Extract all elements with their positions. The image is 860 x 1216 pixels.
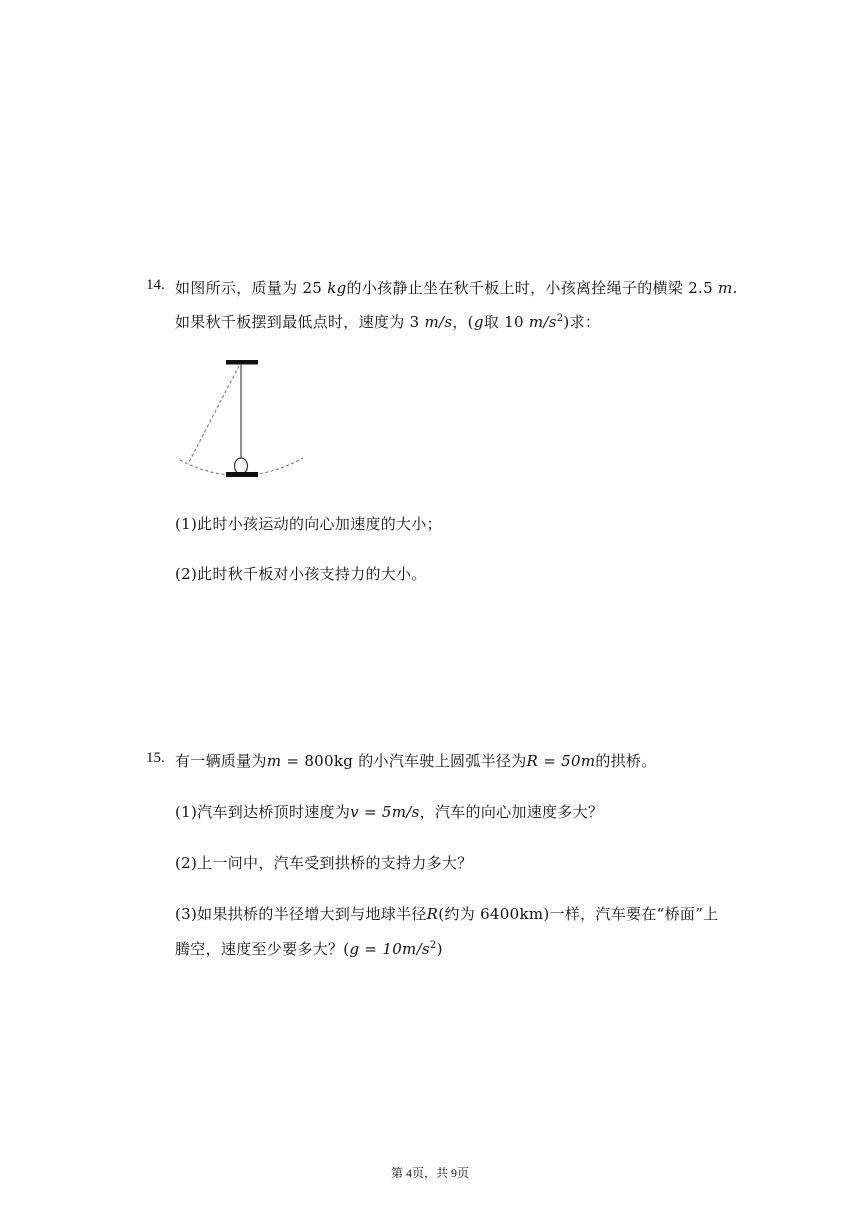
question-15-stem bbox=[175, 750, 657, 771]
math-g: g = 10m/s bbox=[349, 940, 430, 958]
question-15-part-3-line-1 bbox=[175, 903, 718, 924]
superscript: 2 bbox=[429, 940, 437, 951]
swing-diagram bbox=[175, 356, 310, 486]
text-fragment: (约为 6400km)一样，汽车要在“桥面”上 bbox=[438, 905, 719, 923]
question-14-stem-line-2 bbox=[175, 311, 600, 332]
text-fragment: )求： bbox=[563, 313, 601, 331]
math-R: R bbox=[426, 905, 439, 923]
question-14-part-1: (1)此时小孩运动的向心加速度的大小； bbox=[175, 515, 442, 533]
unit-kg: kg bbox=[327, 279, 347, 297]
text-fragment: (3)如果拱桥的半径增大到与地球半径 bbox=[175, 905, 427, 923]
question-15-part-1 bbox=[175, 801, 603, 822]
unit-mps2: m/s bbox=[528, 313, 557, 331]
text-fragment: ，( bbox=[452, 313, 474, 331]
superscript: 2 bbox=[556, 313, 564, 324]
question-15-number: 15. bbox=[146, 750, 165, 766]
unit-mps: m/s bbox=[424, 313, 453, 331]
text-fragment: 取 10 bbox=[483, 313, 529, 331]
text-fragment: 800kg 的小汽车驶上圆弧半径为 bbox=[304, 752, 527, 770]
text-fragment: 有一辆质量为 bbox=[175, 752, 267, 770]
text-fragment: 如图所示，质量为 25 bbox=[175, 279, 328, 297]
text-fragment: 腾空，速度至少要多大？( bbox=[175, 940, 350, 958]
math-v: v = 5m/s bbox=[350, 803, 420, 821]
seat-board bbox=[226, 472, 258, 477]
text-fragment: ，汽车的向心加速度多大？ bbox=[419, 803, 604, 821]
text-fragment: . bbox=[732, 279, 738, 297]
unit-m: m bbox=[718, 279, 733, 297]
math-m: m = bbox=[266, 752, 305, 770]
question-15-part-2: (2)上一问中，汽车受到拱桥的支持力多大？ bbox=[175, 854, 473, 872]
text-fragment: ) bbox=[436, 940, 443, 958]
question-14-stem-line-1 bbox=[175, 277, 738, 298]
question-15-part-3-line-2 bbox=[175, 938, 443, 959]
text-fragment: 的拱桥。 bbox=[595, 752, 657, 770]
beam bbox=[226, 360, 258, 365]
rope-swung-dashed bbox=[189, 366, 239, 462]
symbol-g: g bbox=[473, 313, 484, 331]
math-R: R = 50m bbox=[526, 752, 596, 770]
page-footer: 第 4页，共 9页 bbox=[390, 1166, 469, 1180]
text-fragment: (1)汽车到达桥顶时速度为 bbox=[175, 803, 351, 821]
question-14-part-2: (2)此时秋千板对小孩支持力的大小。 bbox=[175, 565, 427, 583]
child-figure bbox=[235, 458, 248, 474]
question-14-number: 14. bbox=[146, 277, 165, 293]
text-fragment: 的小孩静止坐在秋千板上时，小孩离拴绳子的横梁 2.5 bbox=[346, 279, 719, 297]
text-fragment: 如果秋千板摆到最低点时，速度为 3 bbox=[175, 313, 425, 331]
